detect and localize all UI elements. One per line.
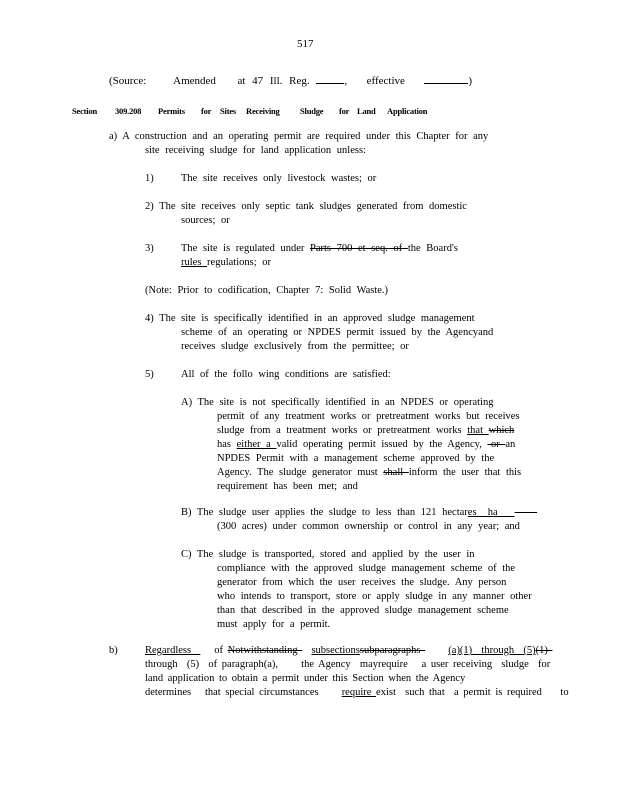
- item-a-line: permit of any treatment works or pretreatment works but receives: [217, 411, 520, 422]
- heading-word: Sludge: [300, 106, 324, 116]
- item-b-line: (300 acres) under common ownership or control in any year; and: [217, 521, 520, 532]
- inserted-text: Regardless: [145, 645, 201, 656]
- inserted-text: require: [341, 687, 377, 698]
- heading-word: for: [339, 106, 350, 116]
- deleted-text: subparagraphs: [359, 645, 426, 656]
- effective-date-blank: [424, 74, 468, 84]
- item-3-line: [181, 242, 458, 256]
- item-5-label: 5): [145, 369, 154, 380]
- source-note: [109, 74, 472, 88]
- heading-word: for: [201, 106, 212, 116]
- item-a-line: [217, 466, 521, 480]
- source-close: ): [468, 75, 473, 87]
- item-a-text: an: [505, 439, 516, 450]
- item-a-text: has: [217, 439, 237, 450]
- source-label: (Source:: [109, 75, 147, 87]
- item-c-line: who intends to transport, store or apply sludge in any manner other: [217, 591, 532, 602]
- paragraph-b-line: [145, 644, 552, 658]
- inserted-text: es ha: [467, 507, 515, 518]
- item-2-line: 2) The site receives only septic tank sludges generated from domestic: [145, 201, 467, 212]
- item-a-line: A) The site is not specifically identified in an NPDES or operating: [181, 397, 494, 408]
- item-a-text: inform the user that this: [408, 467, 522, 478]
- deleted-text: -or: [487, 439, 506, 450]
- page-number: 517: [297, 38, 314, 50]
- amended-label: Amended: [173, 75, 216, 87]
- item-3-label: 3): [145, 243, 154, 254]
- inserted-text: rules: [181, 257, 208, 268]
- item-3-text: The site is regulated under: [181, 243, 311, 254]
- heading-word: Application: [387, 106, 428, 116]
- heading-word: Permits: [158, 106, 185, 116]
- codification-note: (Note: Prior to codification, Chapter 7: Solid Waste.): [145, 285, 389, 296]
- section-label: Section: [72, 106, 98, 116]
- item-1-text: The site receives only livestock wastes; or: [181, 173, 377, 184]
- paragraph-a-line: site receiving sludge for land application unless:: [145, 145, 366, 156]
- deleted-text: which: [488, 425, 515, 436]
- paragraph-b-line: land application to obtain a permit under this Section when the Agency: [145, 673, 466, 684]
- item-a-text: valid operating permit issued by the Agency,: [276, 439, 488, 450]
- register-citation: at 47 Ill. Reg.: [237, 75, 310, 87]
- deleted-text: shall: [383, 467, 409, 478]
- paragraph-b-text: of: [200, 645, 228, 656]
- deleted-text: Parts 700 et seq. of: [310, 243, 408, 254]
- paragraph-b-label: b): [109, 645, 118, 656]
- item-b-line: [181, 506, 537, 520]
- paragraph-b-text: [425, 645, 448, 656]
- section-number: 309.208: [115, 106, 142, 116]
- item-5-text: All of the follo wing conditions are satisfied:: [181, 369, 391, 380]
- paragraph-b-line: [145, 686, 569, 700]
- deleted-text: (1): [535, 645, 553, 656]
- item-b-text: B) The sludge user applies the sludge to less than 121 hectar: [181, 507, 468, 518]
- inserted-text: that: [467, 425, 489, 436]
- paragraph-b-text: through (5) of paragraph(a), the Agency mayrequire a user receiving sludge for: [145, 659, 551, 670]
- item-4-line: receives sludge exclusively from the permittee; or: [181, 341, 409, 352]
- item-a-line: requirement has been met; and: [217, 481, 358, 492]
- heading-word: Sites: [220, 106, 237, 116]
- item-a-text: Agency. The sludge generator must: [217, 467, 384, 478]
- item-1-label: 1): [145, 173, 154, 184]
- heading-word: Receiving: [246, 106, 280, 116]
- inserted-text: subsections: [311, 645, 360, 656]
- inserted-text: (a)(1) through (5): [448, 645, 536, 656]
- paragraph-b-text: exist such that a permit is required to: [376, 687, 569, 698]
- heading-word: Land: [357, 106, 376, 116]
- deleted-text: [515, 507, 538, 518]
- paragraph-b-text: determines that special circumstances: [145, 687, 342, 698]
- item-2-line: sources; or: [181, 215, 230, 226]
- item-4-line: 4) The site is specifically identified in an approved sludge management: [145, 313, 475, 324]
- item-c-line: than that described in the approved sludge management scheme: [217, 605, 509, 616]
- register-blank: [316, 74, 344, 84]
- source-comma: ,: [344, 75, 348, 87]
- item-3-line: [181, 256, 271, 270]
- item-3-text: the Board's: [407, 243, 458, 254]
- effective-label: effective: [366, 75, 405, 87]
- item-a-line: [217, 438, 515, 452]
- item-c-line: generator from which the user receives the sludge. Any person: [217, 577, 507, 588]
- paragraph-b-line: [145, 658, 550, 672]
- paragraph-a-line: a) A construction and an operating permit are required under this Chapter for any: [109, 131, 489, 142]
- item-a-text: sludge from a treatment works or pretreatment works: [217, 425, 468, 436]
- item-a-line: [217, 424, 514, 438]
- item-4-line: scheme of an operating or NPDES permit issued by the Agencyand: [181, 327, 494, 338]
- item-c-line: compliance with the approved sludge management scheme of the: [217, 563, 516, 574]
- item-c-line: must apply for a permit.: [217, 619, 331, 630]
- inserted-text: either a: [236, 439, 277, 450]
- deleted-text: Notwithstanding: [227, 645, 303, 656]
- item-a-line: NPDES Permit with a management scheme approved by the: [217, 453, 495, 464]
- item-c-line: C) The sludge is transported, stored and applied by the user in: [181, 549, 475, 560]
- item-3-text: regulations; or: [207, 257, 271, 268]
